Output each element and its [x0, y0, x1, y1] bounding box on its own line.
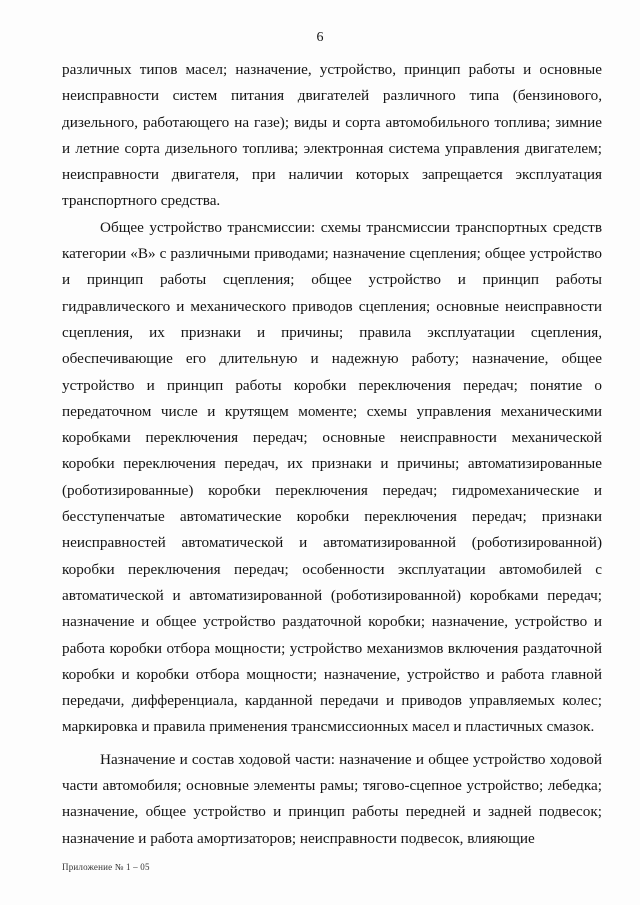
document-body	[62, 57, 602, 852]
paragraph-engine-continuation: различных типов масел; назначение, устройство, принцип работы и основные неисправности систем питания двигателей различного типа (бензинового, дизельного, работающего на газе); виды и сорта автомобильного топлива; зимние и летние сорта дизельного топлива; электронная система управления двигателем; неисправности двигателя, при наличии которых запрещается эксплуатация транспортного средства.	[62, 61, 602, 210]
paragraph-transmission: Общее устройство трансмиссии: схемы трансмиссии транспортных средств категории «В» с различными приводами; назначение сцепления; общее устройство и принцип работы сцепления; общее устройство и принцип работы гидравлического и механического приводов сцепления; основные неисправности сцепления, их признаки и причины; правила эксплуатации сцепления, обеспечивающие его длительную и надежную работу; назначение, общее устройство и принцип работы коробки переключения передач; понятие о передаточном числе и крутящем моменте; схемы управления механическими коробками переключения передач; основные неисправности механической коробки переключения передач, их признаки и причины; автоматизированные (роботизированные) коробки переключения передач; гидромеханические и бесступенчатые автоматические коробки переключения передач; признаки неисправностей автоматической и автоматизированной (роботизированной) коробки переключения передач; особенности эксплуатации автомобилей с автоматической и автоматизированной (роботизированной) коробками передач; назначение и общее устройство раздаточной коробки; назначение, устройство и работа коробки отбора мощности; устройство механизмов включения раздаточной коробки и коробки отбора мощности; назначение, устройство и работа главной передачи, дифференциала, карданной передачи и приводов управляемых колес; маркировка и правила применения трансмиссионных масел и пластичных смазок.	[62, 218, 602, 736]
paragraph-chassis: Назначение и состав ходовой части: назначение и общее устройство ходовой части автомобиля; основные элементы рамы; тягово-сцепное устройство; лебедка; назначение, общее устройство и принцип работы передней и задней подвесок; назначение и работа амортизаторов; неисправности подвесок, влияющие	[62, 750, 602, 847]
page-number: 6	[316, 30, 324, 45]
page-footer: Приложение № 1 – 05	[62, 862, 150, 872]
